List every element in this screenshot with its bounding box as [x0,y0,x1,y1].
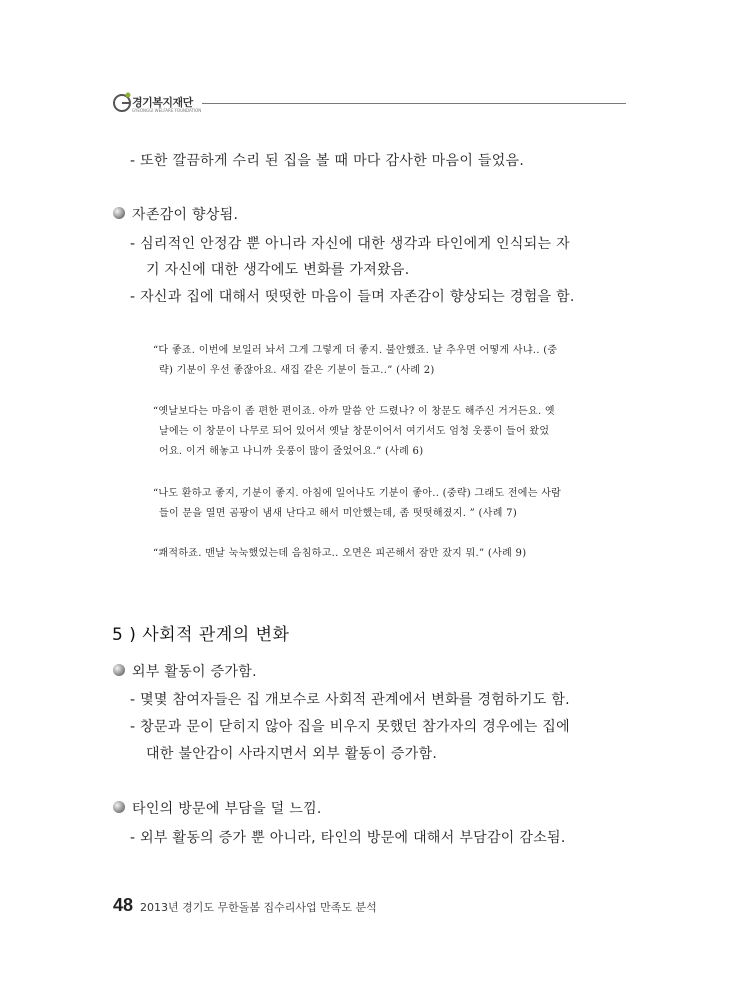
sphere-bullet-icon [112,800,126,814]
text-line: - 창문과 문이 닫히지 않아 집을 비우지 못했던 참가자의 경우에는 집에 [130,719,570,735]
quote-line: “다 좋죠. 이번에 보일러 놔서 그게 그렇게 더 좋지. 불안했죠. 날 추우면 어떻게 사냐.. (중 [153,345,558,356]
text-line: - 심리적인 안정감 뿐 아니라 자신에 대한 생각과 타인에게 인식되는 자 [130,236,570,252]
quote-line: 들이 문을 열면 곰팡이 냄새 난다고 해서 미안했는데, 좀 떳떳해졌지. ” (사례 7) [159,508,518,519]
quote-line: “나도 환하고 좋지, 기분이 좋지. 아침에 일어나도 기분이 좋아.. (중략) 그래도 전에는 사람 [153,488,562,499]
text-line: - 또한 깔끔하게 수리 된 집을 볼 때 마다 감사한 마음이 들었음. [130,153,525,169]
section-heading: 5 ) 사회적 관계의 변화 [112,625,290,645]
sphere-bullet-icon [112,206,126,220]
header-divider [202,103,626,104]
text-line: 기 자신에 대한 생각에도 변화를 가져왔음. [146,262,410,278]
bullet-heading: 외부 활동이 증가함. [132,664,257,680]
org-subtitle: GYEONGGI WELFARE FOUNDATION [132,108,202,113]
foundation-logo-icon [112,91,134,113]
page-number: 48 [113,895,134,915]
text-line: - 자신과 집에 대해서 떳떳한 마음이 들며 자존감이 향상되는 경험을 함. [130,289,575,305]
quote-line: 날에는 이 창문이 나무로 되어 있어서 옛날 창문이어서 여기서도 엄청 웃풍이 들어 왔었 [159,426,550,437]
sphere-bullet-icon [112,663,126,677]
quote-line: 어요. 이거 해놓고 나니까 웃풍이 많이 줄었어요.” (사례 6) [159,446,424,457]
text-line: - 몇몇 참여자들은 집 개보수로 사회적 관계에서 변화를 경험하기도 함. [130,692,570,708]
bullet-heading: 자존감이 향상됨. [132,207,239,223]
quote-line: “쾌적하죠. 맨날 눅눅했었는데 음침하고.. 오면은 피곤해서 잠만 잤지 뭐.” (사례 9) [153,548,527,559]
quote-line: 략) 기분이 우선 좋잖아요. 새집 같은 기분이 들고..” (사례 2) [159,365,435,376]
text-line: 대한 불안감이 사라지면서 외부 활동이 증가함. [146,746,438,762]
footer-title: 2013년 경기도 무한돌봄 집수리사업 만족도 분석 [140,901,377,914]
text-line: - 외부 활동의 증가 뿐 아니라, 타인의 방문에 대해서 부담감이 감소됨. [130,830,566,846]
bullet-heading: 타인의 방문에 부담을 덜 느낌. [132,801,322,817]
org-name: 경기복지재단 [132,96,193,109]
quote-line: “옛날보다는 마음이 좀 편한 편이죠. 아까 말씀 안 드렸나? 이 창문도 해주신 거거든요. 옛 [153,406,555,417]
